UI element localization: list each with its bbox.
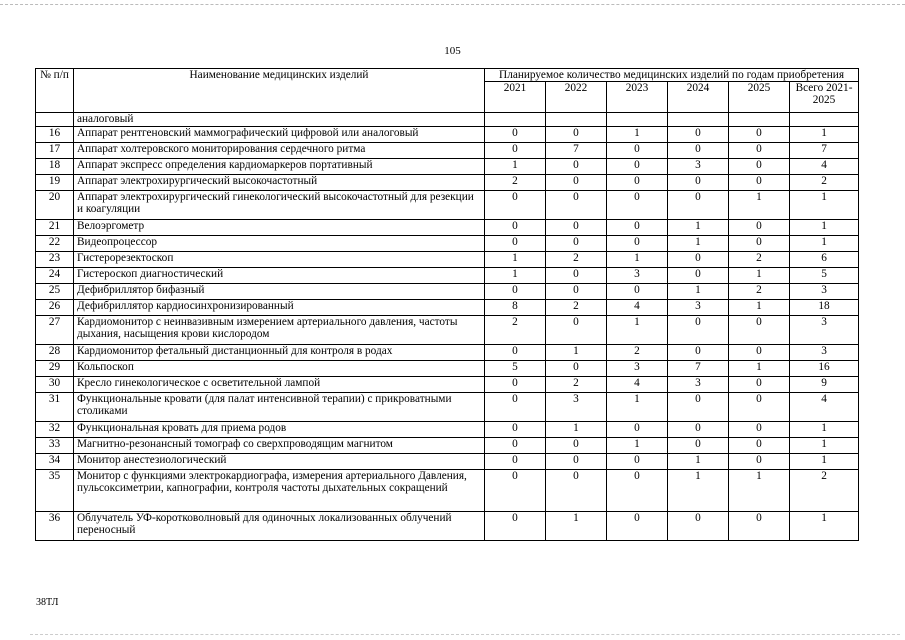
cell-value: 2	[729, 284, 790, 300]
cell-value: 4	[607, 377, 668, 393]
table-row	[36, 454, 859, 470]
cell-total: 1	[790, 127, 859, 143]
cell-value: 0	[546, 191, 607, 220]
cell-value: 4	[607, 300, 668, 316]
cell-num: 23	[36, 252, 74, 268]
cell-value: 0	[607, 159, 668, 175]
cell-value	[607, 113, 668, 127]
cell-name: Аппарат электрохирургический высокочастотный	[74, 175, 485, 191]
cell-name: Монитор анестезиологический	[74, 454, 485, 470]
cell-num: 17	[36, 143, 74, 159]
cell-value: 0	[607, 284, 668, 300]
cell-total: 4	[790, 393, 859, 422]
cell-num: 36	[36, 512, 74, 541]
cell-value: 0	[485, 127, 546, 143]
cell-value: 0	[729, 143, 790, 159]
cell-total: 1	[790, 236, 859, 252]
continuation-row	[36, 113, 859, 127]
cell-value: 0	[729, 175, 790, 191]
cell-total: 1	[790, 220, 859, 236]
cell-value: 0	[485, 470, 546, 512]
header-num: № п/п	[36, 69, 74, 113]
cell-value: 0	[729, 512, 790, 541]
cell-value: 0	[546, 236, 607, 252]
cell-num: 21	[36, 220, 74, 236]
cell-num: 27	[36, 316, 74, 345]
cell-name: Функциональная кровать для приема родов	[74, 422, 485, 438]
table-row	[36, 361, 859, 377]
cell-value: 0	[546, 438, 607, 454]
cell-value: 0	[485, 377, 546, 393]
cell-total: 9	[790, 377, 859, 393]
cell-num: 24	[36, 268, 74, 284]
cell-num	[36, 113, 74, 127]
cell-total: 3	[790, 284, 859, 300]
cell-value: 0	[729, 438, 790, 454]
cell-name: Кольпоскоп	[74, 361, 485, 377]
header-year: 2022	[546, 82, 607, 113]
cell-value: 1	[668, 236, 729, 252]
table-row	[36, 316, 859, 345]
table-row	[36, 512, 859, 541]
cell-value: 1	[668, 454, 729, 470]
table-row	[36, 252, 859, 268]
cell-total: 1	[790, 422, 859, 438]
cell-value: 0	[668, 422, 729, 438]
cell-value: 7	[668, 361, 729, 377]
cell-num: 19	[36, 175, 74, 191]
cell-value: 0	[546, 268, 607, 284]
cell-value: 1	[546, 422, 607, 438]
cell-value: 0	[485, 220, 546, 236]
table-row	[36, 143, 859, 159]
cell-name: Аппарат холтеровского мониторирования сердечного ритма	[74, 143, 485, 159]
cell-value: 0	[607, 220, 668, 236]
cell-value: 1	[729, 300, 790, 316]
table-row	[36, 345, 859, 361]
cell-total: 2	[790, 175, 859, 191]
cell-value: 3	[607, 268, 668, 284]
cell-value: 0	[546, 127, 607, 143]
table-row	[36, 268, 859, 284]
cell-value: 0	[729, 454, 790, 470]
cell-value: 0	[668, 127, 729, 143]
cell-name: Дефибриллятор бифазный	[74, 284, 485, 300]
cell-value: 0	[485, 191, 546, 220]
cell-name: Функциональные кровати (для палат интенсивной терапии) с прикроватными столиками	[74, 393, 485, 422]
scan-edge-top	[0, 4, 905, 5]
table-row	[36, 284, 859, 300]
cell-num: 28	[36, 345, 74, 361]
cell-value: 0	[729, 345, 790, 361]
cell-value: 0	[485, 393, 546, 422]
cell-value: 1	[485, 252, 546, 268]
cell-value	[729, 113, 790, 127]
cell-value: 1	[485, 268, 546, 284]
cell-value: 0	[668, 175, 729, 191]
cell-value: 0	[729, 316, 790, 345]
cell-value: 0	[546, 220, 607, 236]
cell-total: 4	[790, 159, 859, 175]
cell-value: 0	[668, 143, 729, 159]
cell-total: 3	[790, 316, 859, 345]
cell-value: 5	[485, 361, 546, 377]
table-row	[36, 438, 859, 454]
table-row	[36, 175, 859, 191]
cell-value: 2	[485, 316, 546, 345]
cell-value: 0	[729, 377, 790, 393]
cell-value: 0	[546, 454, 607, 470]
cell-total: 3	[790, 345, 859, 361]
header-total: Всего 2021-2025	[790, 82, 859, 113]
cell-total: 7	[790, 143, 859, 159]
cell-value: 0	[485, 143, 546, 159]
cell-num: 33	[36, 438, 74, 454]
cell-value: 0	[546, 175, 607, 191]
cell-value: 1	[668, 220, 729, 236]
cell-value: 1	[546, 512, 607, 541]
table-row	[36, 191, 859, 220]
table-row	[36, 377, 859, 393]
table-row	[36, 300, 859, 316]
cell-name: аналоговый	[74, 113, 485, 127]
cell-total	[790, 113, 859, 127]
cell-num: 32	[36, 422, 74, 438]
cell-value: 0	[668, 345, 729, 361]
cell-value: 0	[607, 512, 668, 541]
cell-value: 1	[607, 127, 668, 143]
cell-value: 0	[668, 512, 729, 541]
cell-num: 18	[36, 159, 74, 175]
cell-value: 1	[668, 470, 729, 512]
cell-value: 2	[546, 252, 607, 268]
header-year: 2024	[668, 82, 729, 113]
cell-value: 2	[607, 345, 668, 361]
table-row	[36, 470, 859, 512]
cell-num: 16	[36, 127, 74, 143]
cell-value: 0	[729, 393, 790, 422]
cell-num: 26	[36, 300, 74, 316]
cell-value	[485, 113, 546, 127]
cell-value: 0	[729, 159, 790, 175]
cell-value: 0	[485, 236, 546, 252]
cell-value: 0	[607, 191, 668, 220]
cell-value: 0	[546, 284, 607, 300]
document-code: 38ТЛ	[36, 597, 59, 608]
cell-total: 2	[790, 470, 859, 512]
cell-value: 0	[607, 143, 668, 159]
table-row	[36, 393, 859, 422]
cell-value: 0	[546, 470, 607, 512]
cell-value: 0	[607, 422, 668, 438]
cell-value	[546, 113, 607, 127]
cell-num: 35	[36, 470, 74, 512]
cell-total: 1	[790, 438, 859, 454]
cell-value: 2	[546, 377, 607, 393]
cell-value: 0	[668, 393, 729, 422]
cell-total: 1	[790, 191, 859, 220]
cell-value: 0	[729, 220, 790, 236]
cell-name: Видеопроцессор	[74, 236, 485, 252]
cell-value: 0	[546, 316, 607, 345]
cell-num: 25	[36, 284, 74, 300]
cell-total: 16	[790, 361, 859, 377]
cell-name: Гистерорезектоскоп	[74, 252, 485, 268]
cell-value: 2	[546, 300, 607, 316]
cell-name: Кардиомонитор с неинвазивным измерением артериального давления, частоты дыхания, насыщения крови кислородом	[74, 316, 485, 345]
cell-value	[668, 113, 729, 127]
cell-value: 1	[607, 393, 668, 422]
header-year: 2025	[729, 82, 790, 113]
cell-value: 0	[485, 438, 546, 454]
cell-name: Магнитно-резонансный томограф со сверхпроводящим магнитом	[74, 438, 485, 454]
cell-num: 29	[36, 361, 74, 377]
cell-value: 2	[485, 175, 546, 191]
cell-value: 3	[668, 300, 729, 316]
cell-num: 30	[36, 377, 74, 393]
cell-value: 2	[729, 252, 790, 268]
cell-value: 0	[729, 236, 790, 252]
cell-name: Аппарат экспресс определения кардиомаркеров портативный	[74, 159, 485, 175]
cell-value: 1	[546, 345, 607, 361]
header-planned: Планируемое количество медицинских изделий по годам приобретения	[485, 69, 859, 82]
cell-name: Монитор с функциями электрокардиографа, измерения артериального Давления, пульсоксиметрии, капнографии, контроля частоты дыхательных сокращений	[74, 470, 485, 512]
cell-name: Аппарат рентгеновский маммографический цифровой или аналоговый	[74, 127, 485, 143]
cell-total: 1	[790, 512, 859, 541]
cell-value: 0	[668, 268, 729, 284]
table-row	[36, 127, 859, 143]
cell-name: Кресло гинекологическое с осветительной лампой	[74, 377, 485, 393]
cell-name: Велоэргометр	[74, 220, 485, 236]
cell-value: 7	[546, 143, 607, 159]
table-row	[36, 159, 859, 175]
cell-value: 0	[485, 512, 546, 541]
cell-value: 0	[668, 191, 729, 220]
cell-value: 3	[546, 393, 607, 422]
cell-value: 3	[668, 159, 729, 175]
equipment-table	[35, 68, 859, 541]
cell-name: Аппарат электрохирургический гинекологический высокочастотный для резекции и коагуляции	[74, 191, 485, 220]
header-year: 2021	[485, 82, 546, 113]
cell-value: 1	[729, 268, 790, 284]
cell-value: 0	[485, 284, 546, 300]
cell-value: 0	[485, 454, 546, 470]
cell-total: 18	[790, 300, 859, 316]
cell-value: 0	[546, 159, 607, 175]
cell-value: 1	[607, 316, 668, 345]
cell-value: 1	[729, 191, 790, 220]
cell-value: 0	[668, 316, 729, 345]
cell-value: 0	[668, 252, 729, 268]
cell-name: Кардиомонитор фетальный дистанционный для контроля в родах	[74, 345, 485, 361]
cell-value: 3	[607, 361, 668, 377]
header-name: Наименование медицинских изделий	[74, 69, 485, 113]
cell-num: 22	[36, 236, 74, 252]
cell-value: 0	[607, 175, 668, 191]
cell-value: 3	[668, 377, 729, 393]
cell-value: 1	[729, 470, 790, 512]
cell-value: 0	[668, 438, 729, 454]
cell-total: 1	[790, 454, 859, 470]
cell-value: 0	[485, 422, 546, 438]
cell-name: Гистероскоп диагностический	[74, 268, 485, 284]
cell-name: Дефибриллятор кардиосинхронизированный	[74, 300, 485, 316]
cell-num: 20	[36, 191, 74, 220]
cell-value: 0	[546, 361, 607, 377]
cell-value: 0	[607, 470, 668, 512]
cell-total: 6	[790, 252, 859, 268]
table-row	[36, 236, 859, 252]
header-year: 2023	[607, 82, 668, 113]
cell-num: 31	[36, 393, 74, 422]
cell-value: 0	[607, 236, 668, 252]
scan-edge-bottom	[30, 634, 900, 635]
cell-value: 0	[729, 422, 790, 438]
cell-name: Облучатель УФ-коротковолновый для одиночных локализованных облучений переносный	[74, 512, 485, 541]
page-number: 105	[444, 45, 461, 57]
table-row	[36, 220, 859, 236]
cell-value: 8	[485, 300, 546, 316]
table-row	[36, 422, 859, 438]
cell-value: 1	[607, 438, 668, 454]
cell-total: 5	[790, 268, 859, 284]
cell-num: 34	[36, 454, 74, 470]
cell-value: 1	[485, 159, 546, 175]
cell-value: 0	[485, 345, 546, 361]
cell-value: 1	[668, 284, 729, 300]
cell-value: 1	[607, 252, 668, 268]
cell-value: 0	[729, 127, 790, 143]
cell-value: 1	[729, 361, 790, 377]
cell-value: 0	[607, 454, 668, 470]
